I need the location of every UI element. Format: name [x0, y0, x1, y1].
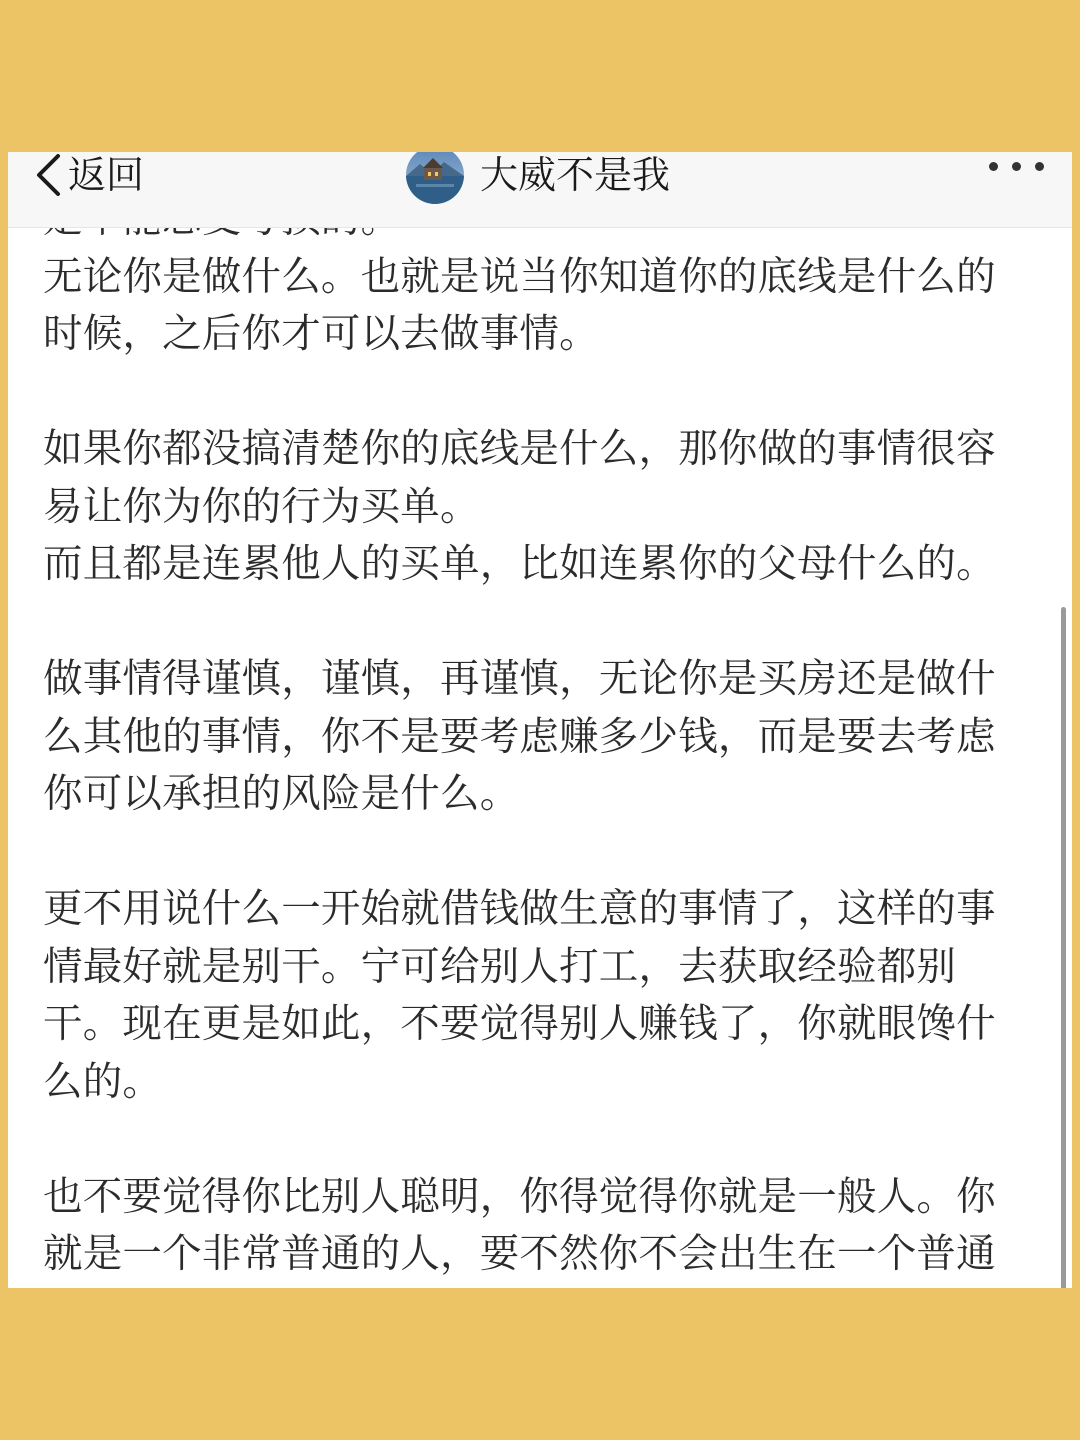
- phone-screen: [8, 152, 1072, 1288]
- navigation-bar: [8, 152, 1072, 228]
- paragraph: 做事情得谨慎，谨慎，再谨慎，无论你是买房还是做什 么其他的事情，你不是要考虑赚多少钱，而是要去考虑 你可以承担的风险是什么。: [43, 656, 996, 817]
- username: 大威不是我: [480, 153, 671, 197]
- profile-header[interactable]: [406, 152, 670, 204]
- article-content: [43, 191, 1043, 1284]
- paragraph: 如果你都没搞清楚你的底线是什么，那你做的事情很容 易让你为你的行为买单。 而且都是连累他人的买单，比如连累你的父母什么的。: [43, 426, 996, 587]
- back-button[interactable]: [34, 152, 144, 198]
- paragraph: 无论你是做什么。也就是说当你知道你的底线是什么的 时候，之后你才可以去做事情。: [43, 253, 996, 357]
- more-options-button[interactable]: [989, 162, 1044, 171]
- back-label: 返回: [68, 153, 145, 197]
- avatar[interactable]: [406, 152, 464, 204]
- paragraph: 更不用说什么一开始就借钱做生意的事情了，这样的事 情最好就是别干。宁可给别人打工，去获取经验都别 干。现在更是如此，不要觉得别人赚钱了，你就眼馋什 么的。: [43, 886, 996, 1105]
- chevron-left-icon: [34, 153, 62, 197]
- more-dots-icon: [989, 162, 998, 171]
- scrollbar[interactable]: [1061, 607, 1066, 1288]
- paragraph: 也不要觉得你比别人聪明，你得觉得你就是一般人。你 就是一个非常普通的人，要不然你不会出生在一个普通: [43, 1173, 996, 1277]
